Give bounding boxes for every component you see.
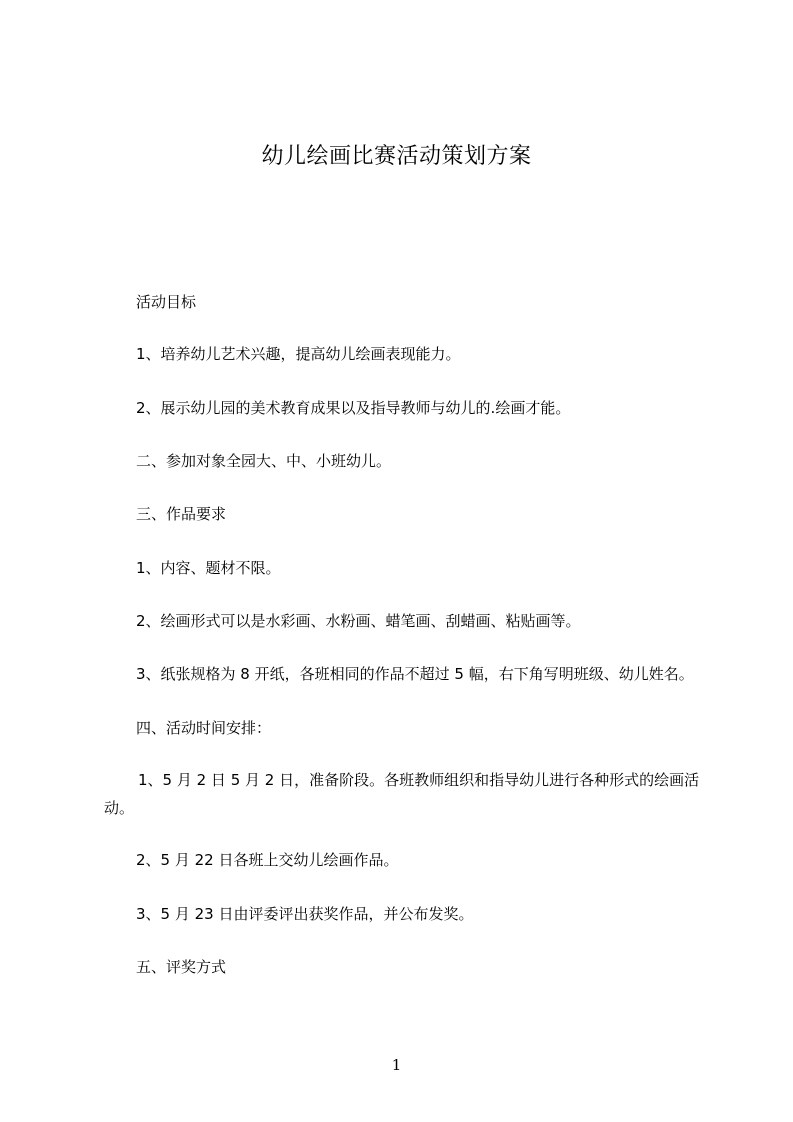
paragraph-requirement-1: 1、内容、题材不限。 (136, 559, 281, 577)
paragraph-goal-2: 2、展示幼儿园的美术教育成果以及指导教师与幼儿的.绘画才能。 (136, 399, 571, 417)
paragraph-activity-goals-heading: 活动目标 (136, 293, 197, 311)
paragraph-requirement-2: 2、绘画形式可以是水彩画、水粉画、蜡笔画、刮蜡画、粘贴画等。 (136, 612, 581, 630)
paragraph-schedule-3: 3、5 月 23 日由评委评出获奖作品，并公布发奖。 (136, 905, 474, 923)
paragraph-requirements-heading: 三、作品要求 (136, 505, 227, 523)
paragraph-requirement-3: 3、纸张规格为 8 开纸，各班相同的作品不超过 5 幅，右下角写明班级、幼儿姓名。 (136, 665, 694, 683)
page-number: 1 (391, 1056, 402, 1074)
paragraph-awards-heading: 五、评奖方式 (136, 958, 227, 976)
paragraph-goal-1: 1、培养幼儿艺术兴趣，提高幼儿绘画表现能力。 (136, 345, 461, 363)
paragraph-schedule-2: 2、5 月 22 日各班上交幼儿绘画作品。 (136, 851, 399, 869)
paragraph-schedule-1: 1、5 月 2 日 5 月 2 日，准备阶段。各班教师组织和指导幼儿进行各种形式的绘画活动。 (104, 771, 700, 817)
paragraph-participants: 二、参加对象全园大、中、小班幼儿。 (136, 452, 392, 470)
document-title: 幼儿绘画比赛活动策划方案 (261, 144, 532, 169)
paragraph-schedule-heading: 四、活动时间安排： (136, 719, 272, 737)
